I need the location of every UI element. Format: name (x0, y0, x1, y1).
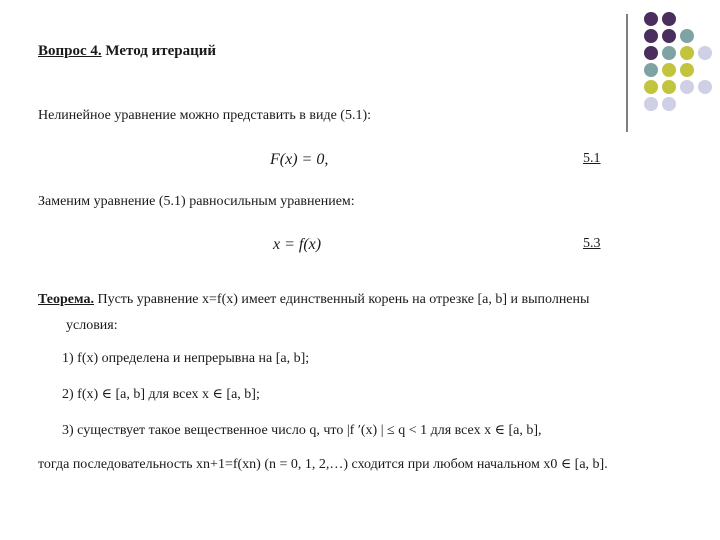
page-title (38, 43, 216, 60)
question-title: Метод итераций (105, 43, 217, 59)
dot (698, 46, 712, 60)
condition-2: 2) f(x) ∈ [a, b] для всех x ∈ [a, b]; (62, 387, 260, 402)
dot (644, 12, 658, 26)
conclusion-line: тогда последовательность xn+1=f(xn) (n = 0, 1, 2,…) сходится при любом начальном x0 ∈ [a, b]. (38, 457, 608, 472)
dot (680, 80, 694, 94)
dot (644, 46, 658, 60)
equation-number-5-3: 5.3 (583, 236, 601, 251)
theorem-heading: Теорема. (38, 292, 94, 307)
dot (662, 63, 676, 77)
condition-3: 3) существует такое вещественное число q, что |f ′(x) | ≤ q < 1 для всех x ∈ [a, b], (62, 423, 542, 438)
dot (662, 80, 676, 94)
equation-5-1: F(x) = 0, (270, 151, 329, 168)
dot (698, 80, 712, 94)
dot (680, 63, 694, 77)
dot (662, 97, 676, 111)
dot (662, 12, 676, 26)
intro-line: Нелинейное уравнение можно представить в виде (5.1): (38, 108, 372, 123)
equation-5-3: x = f(x) (273, 236, 322, 253)
equation-number-5-1: 5.1 (583, 151, 601, 166)
theorem-text: Пусть уравнение x=f(x) имеет единственный корень на отрезке [a, b] и выполнены (97, 292, 590, 307)
dot (644, 80, 658, 94)
theorem-line-2: условия: (66, 318, 118, 333)
condition-1: 1) f(x) определена и непрерывна на [a, b]; (62, 351, 310, 366)
dot (644, 29, 658, 43)
dot (662, 29, 676, 43)
dot (662, 46, 676, 60)
dot (680, 29, 694, 43)
theorem-line-1 (38, 292, 589, 308)
dot (644, 97, 658, 111)
dot (644, 63, 658, 77)
replace-line: Заменим уравнение (5.1) равносильным уравнением: (38, 194, 355, 209)
question-label: Вопрос 4. (38, 43, 102, 59)
dot (680, 46, 694, 60)
